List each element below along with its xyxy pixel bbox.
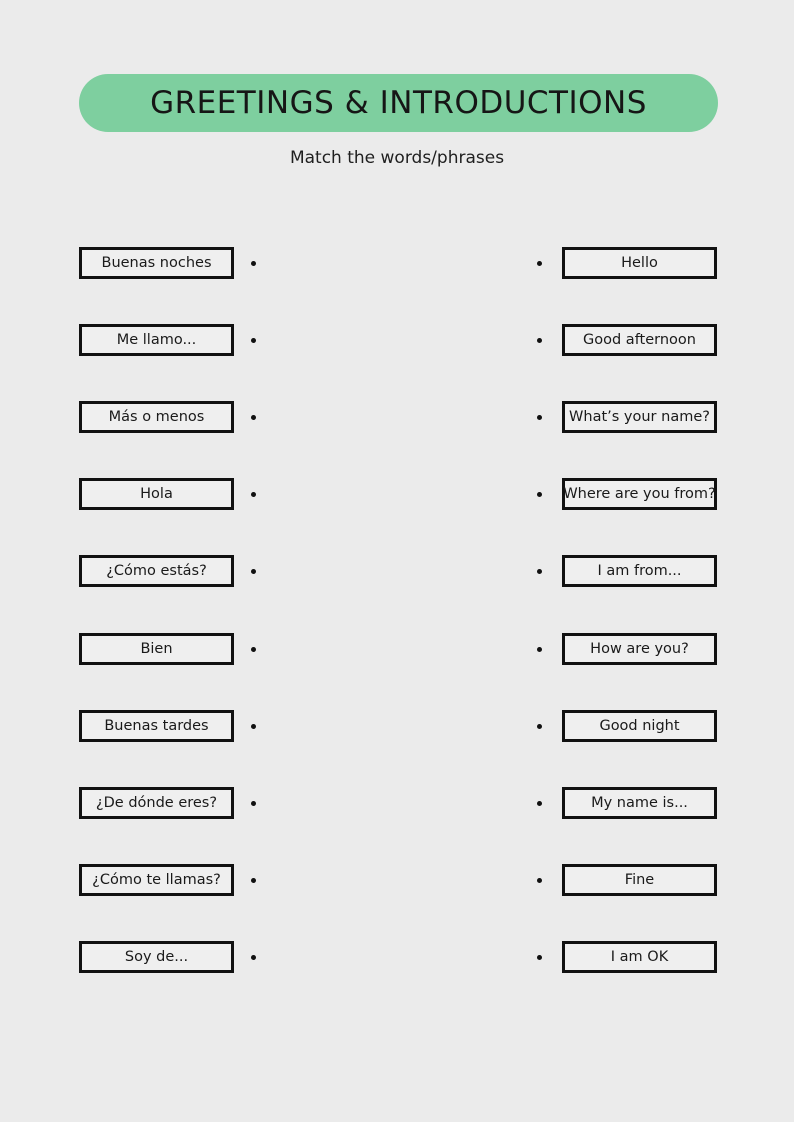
left-phrase-text: ¿Cómo te llamas?	[92, 872, 221, 888]
left-match-dot[interactable]	[251, 569, 256, 574]
right-phrase-box	[562, 864, 717, 896]
instructions: Match the words/phrases	[289, 148, 505, 168]
right-match-dot[interactable]	[537, 955, 542, 960]
right-match-dot[interactable]	[537, 492, 542, 497]
right-phrase-text: My name is...	[591, 795, 688, 811]
left-match-row	[79, 787, 279, 819]
right-match-dot[interactable]	[537, 801, 542, 806]
left-phrase-box	[79, 864, 234, 896]
left-phrase-box	[79, 633, 234, 665]
right-phrase-box	[562, 941, 717, 973]
right-phrase-text: I am OK	[610, 949, 669, 965]
left-phrase-text: Me llamo...	[116, 332, 197, 348]
right-match-dot[interactable]	[537, 724, 542, 729]
right-phrase-box	[562, 710, 717, 742]
right-match-row	[539, 710, 739, 742]
left-phrase-text: ¿Cómo estás?	[106, 563, 207, 579]
left-match-dot[interactable]	[251, 415, 256, 420]
left-phrase-box	[79, 401, 234, 433]
right-match-row	[539, 555, 739, 587]
right-match-row	[539, 787, 739, 819]
right-match-row	[539, 633, 739, 665]
title-banner	[79, 74, 718, 132]
left-match-row	[79, 324, 279, 356]
left-match-dot[interactable]	[251, 878, 256, 883]
left-match-row	[79, 633, 279, 665]
left-match-dot[interactable]	[251, 647, 256, 652]
left-match-row	[79, 941, 279, 973]
right-phrase-text: I am from...	[597, 563, 682, 579]
left-match-dot[interactable]	[251, 955, 256, 960]
left-phrase-box	[79, 247, 234, 279]
right-phrase-text: Fine	[624, 872, 655, 888]
right-phrase-box	[562, 401, 717, 433]
page-title: GREETINGS & INTRODUCTIONS	[150, 85, 647, 121]
left-match-row	[79, 401, 279, 433]
right-match-row	[539, 247, 739, 279]
left-phrase-box	[79, 710, 234, 742]
right-phrase-text: Where are you from?	[563, 486, 716, 502]
left-phrase-text: Buenas tardes	[104, 718, 209, 734]
right-phrase-box	[562, 633, 717, 665]
right-phrase-box	[562, 247, 717, 279]
right-match-row	[539, 864, 739, 896]
right-phrase-box	[562, 324, 717, 356]
left-match-row	[79, 710, 279, 742]
right-phrase-text: Hello	[621, 255, 658, 271]
right-match-dot[interactable]	[537, 261, 542, 266]
left-phrase-box	[79, 324, 234, 356]
left-phrase-text: Más o menos	[108, 409, 205, 425]
right-match-row	[539, 401, 739, 433]
right-match-row	[539, 478, 739, 510]
left-phrase-text: Soy de...	[124, 949, 189, 965]
right-phrase-text: How are you?	[590, 641, 689, 657]
left-match-dot[interactable]	[251, 492, 256, 497]
left-phrase-text: Hola	[140, 486, 173, 502]
left-match-row	[79, 555, 279, 587]
right-phrase-box	[562, 478, 717, 510]
left-phrase-text: Bien	[140, 641, 173, 657]
left-match-dot[interactable]	[251, 261, 256, 266]
right-phrase-text: What’s your name?	[569, 409, 710, 425]
left-phrase-text: Buenas noches	[101, 255, 212, 271]
right-match-row	[539, 941, 739, 973]
right-match-dot[interactable]	[537, 878, 542, 883]
left-match-dot[interactable]	[251, 801, 256, 806]
left-match-row	[79, 478, 279, 510]
left-phrase-box	[79, 787, 234, 819]
right-phrase-text: Good afternoon	[583, 332, 696, 348]
right-match-dot[interactable]	[537, 338, 542, 343]
left-phrase-box	[79, 478, 234, 510]
left-match-row	[79, 864, 279, 896]
right-match-dot[interactable]	[537, 647, 542, 652]
left-phrase-box	[79, 941, 234, 973]
left-match-dot[interactable]	[251, 724, 256, 729]
left-match-row	[79, 247, 279, 279]
right-match-row	[539, 324, 739, 356]
left-phrase-text: ¿De dónde eres?	[95, 795, 218, 811]
right-match-dot[interactable]	[537, 569, 542, 574]
right-phrase-box	[562, 555, 717, 587]
right-phrase-text: Good night	[599, 718, 680, 734]
right-match-dot[interactable]	[537, 415, 542, 420]
left-phrase-box	[79, 555, 234, 587]
right-phrase-box	[562, 787, 717, 819]
left-match-dot[interactable]	[251, 338, 256, 343]
